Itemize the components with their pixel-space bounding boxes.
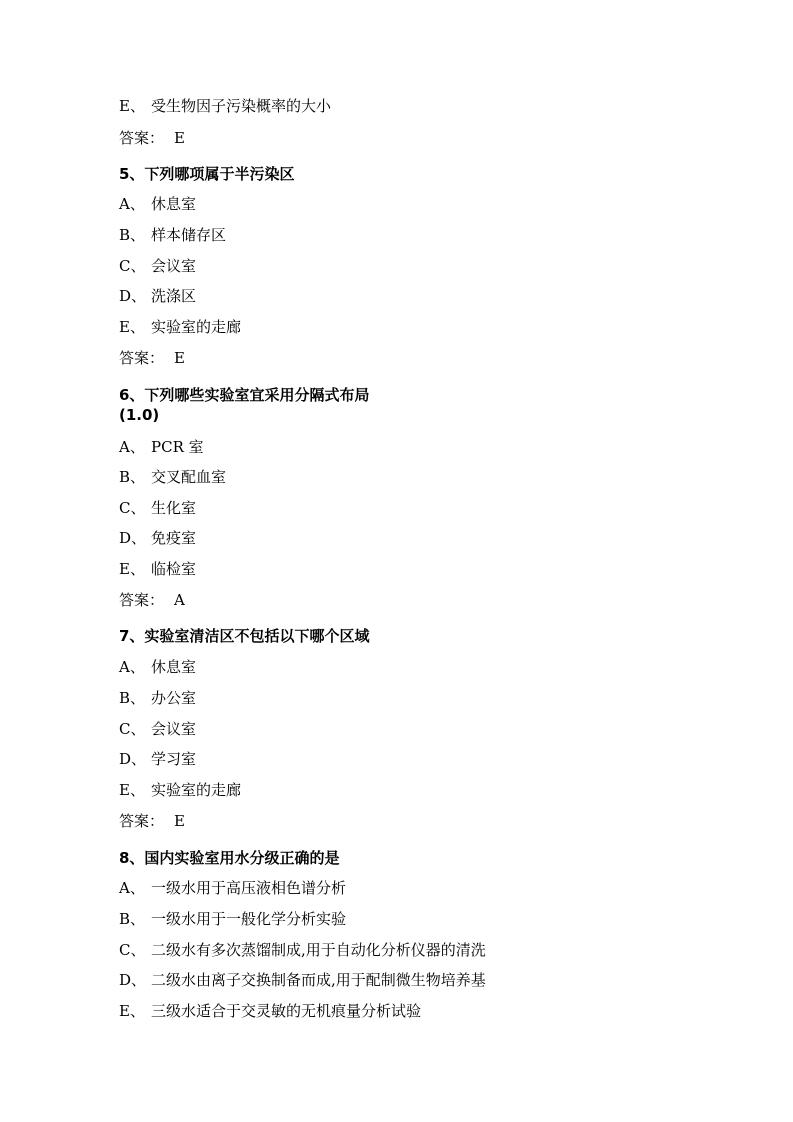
- option-e: [119, 96, 331, 116]
- option-letter: E、: [119, 1002, 145, 1020]
- option-text: 实验室的走廊: [151, 318, 242, 336]
- option-text: 一级水用于一般化学分析实验: [151, 910, 347, 928]
- option-text: 免疫室: [151, 529, 197, 547]
- answer-value: A: [174, 591, 185, 609]
- option-d: [119, 749, 196, 769]
- option-e: [119, 780, 241, 800]
- option-letter: C、: [119, 257, 146, 275]
- option-letter: B、: [119, 910, 146, 928]
- answer-value: E: [174, 129, 185, 147]
- option-letter: E、: [119, 318, 145, 336]
- answer-label: 答案：: [119, 812, 165, 830]
- option-a: [119, 437, 204, 457]
- option-letter: E、: [119, 781, 145, 799]
- option-c: [119, 940, 486, 960]
- option-text: 会议室: [151, 720, 197, 738]
- option-text: 会议室: [151, 257, 197, 275]
- option-e: [119, 1001, 421, 1021]
- option-text: 实验室的走廊: [151, 781, 242, 799]
- option-e: [119, 317, 241, 337]
- answer-value: E: [174, 812, 185, 830]
- option-letter: D、: [119, 287, 147, 305]
- option-a: [119, 878, 346, 898]
- option-letter: D、: [119, 971, 147, 989]
- answer-label: 答案：: [119, 591, 165, 609]
- option-letter: A、: [119, 195, 145, 213]
- option-e: [119, 559, 196, 579]
- option-text: 交叉配血室: [151, 468, 227, 486]
- option-letter: E、: [119, 560, 145, 578]
- option-c: [119, 498, 196, 518]
- option-b: [119, 688, 196, 708]
- option-text: 二级水由离子交换制备而成,用于配制微生物培养基: [151, 971, 486, 989]
- option-letter: B、: [119, 226, 146, 244]
- answer-line: [119, 348, 185, 368]
- option-b: [119, 909, 346, 929]
- option-letter: E、: [119, 97, 145, 115]
- question-title: 7、实验室清洁区不包括以下哪个区域: [119, 627, 370, 645]
- option-c: [119, 719, 196, 739]
- answer-line: [119, 128, 185, 148]
- option-d: [119, 528, 196, 548]
- option-d: [119, 286, 196, 306]
- question-title: 8、国内实验室用水分级正确的是: [119, 849, 340, 867]
- option-letter: C、: [119, 720, 146, 738]
- option-text: 样本储存区: [151, 226, 227, 244]
- question-title: 6、下列哪些实验室宜采用分隔式布局: [119, 386, 370, 404]
- option-b: [119, 225, 226, 245]
- answer-label: 答案：: [119, 129, 165, 147]
- option-letter: A、: [119, 879, 145, 897]
- option-c: [119, 256, 196, 276]
- option-text: 受生物因子污染概率的大小: [151, 97, 332, 115]
- option-d: [119, 970, 486, 990]
- option-a: [119, 194, 196, 214]
- answer-value: E: [174, 349, 185, 367]
- option-text: 生化室: [151, 499, 197, 517]
- option-letter: C、: [119, 499, 146, 517]
- option-letter: A、: [119, 438, 145, 456]
- option-text: 一级水用于高压液相色谱分析: [151, 879, 347, 897]
- option-letter: D、: [119, 750, 147, 768]
- option-a: [119, 657, 196, 677]
- answer-line: [119, 811, 185, 831]
- option-text: 临检室: [151, 560, 197, 578]
- question-title: 5、下列哪项属于半污染区: [119, 165, 295, 183]
- option-text: 休息室: [151, 658, 197, 676]
- option-b: [119, 467, 226, 487]
- option-text: 三级水适合于交灵敏的无机痕量分析试验: [151, 1002, 422, 1020]
- option-text: 休息室: [151, 195, 197, 213]
- answer-label: 答案：: [119, 349, 165, 367]
- option-letter: A、: [119, 658, 145, 676]
- option-text: 办公室: [151, 689, 197, 707]
- option-text: PCR 室: [151, 438, 204, 456]
- option-letter: C、: [119, 941, 146, 959]
- question-score: (1.0): [119, 406, 160, 424]
- option-text: 二级水有多次蒸馏制成,用于自动化分析仪器的清洗: [151, 941, 486, 959]
- option-text: 学习室: [151, 750, 197, 768]
- option-text: 洗涤区: [151, 287, 197, 305]
- option-letter: D、: [119, 529, 147, 547]
- option-letter: B、: [119, 468, 146, 486]
- answer-line: [119, 590, 185, 610]
- option-letter: B、: [119, 689, 146, 707]
